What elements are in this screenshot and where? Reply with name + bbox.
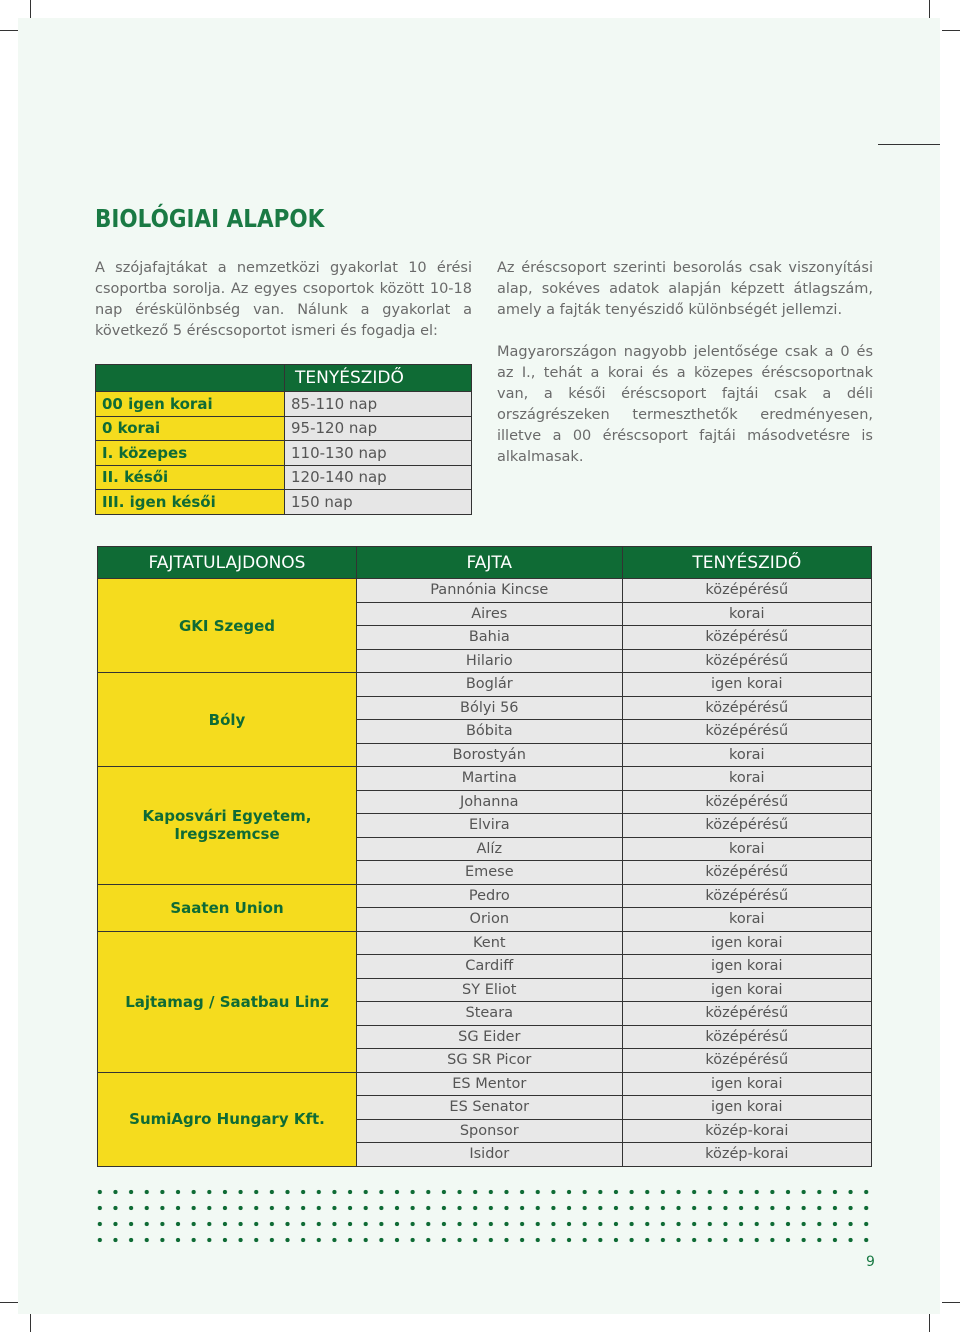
intro-right-text-1: Az éréscsoport szerinti besorolás csak viszonyítási alap, sokéves adatok alapján képzett átlagszám, amely a fajták tenyészidő különbségét jellemzi. [497,260,873,318]
intro-left-text: A szójafajtákat a nemzetközi gyakorlat 10 érési csoportba sorolja. Az egyes csoportok között 10-18 nap éréskülönbség van. Nálunk a gyakorlat a következő 5 éréscsoportot ismeri és fogadja el: [95,260,472,339]
variety-row [98,1072,872,1096]
variety-name: Bóbita [357,720,623,744]
variety-row [98,767,872,791]
header-owner: FAJTATULAJDONOS [98,547,357,579]
crop-mark [929,0,930,18]
crop-mark [929,1314,930,1332]
owner-cell: GKI Szeged [98,579,357,673]
variety-name: Bahia [357,626,623,650]
variety-name: Aires [357,602,623,626]
variety-name: Pedro [357,884,623,908]
growing-period: középérésű [622,790,871,814]
variety-table-header-row [98,547,872,579]
variety-name: SY Eliot [357,978,623,1002]
variety-name: Orion [357,908,623,932]
intro-right-text-2: Magyarországon nagyobb jelentősége csak a 0 és az I., tehát a korai és a közepes éréscsoportnak van, a késői éréscsoport fajtái csak a déli országrészeken termeszthetők eredményesen, illetve a 00 éréscsoport fajtái másodvetésre is alkalmasak. [497,344,873,465]
growing-days: 85-110 nap [285,392,472,417]
variety-name: Borostyán [357,743,623,767]
growing-period: korai [622,602,871,626]
header-variety: FAJTA [357,547,623,579]
growing-period: középérésű [622,696,871,720]
growing-period: középérésű [622,1025,871,1049]
variety-row [98,931,872,955]
header-period: TENYÉSZIDŐ [622,547,871,579]
group-table-header: TENYÉSZIDŐ [285,365,472,392]
crop-mark [0,30,18,31]
maturity-group: III. igen késői [96,490,285,515]
owner-cell: Lajtamag / Saatbau Linz [98,931,357,1072]
variety-name: Johanna [357,790,623,814]
growing-period: korai [622,837,871,861]
growing-period: igen korai [622,955,871,979]
growing-period: középérésű [622,884,871,908]
growing-period: igen korai [622,1072,871,1096]
variety-name: ES Mentor [357,1072,623,1096]
maturity-group: II. késői [96,465,285,490]
growing-days: 110-130 nap [285,441,472,466]
growing-period: középérésű [622,814,871,838]
owner-cell: SumiAgro Hungary Kft. [98,1072,357,1166]
owner-cell: Saaten Union [98,884,357,931]
variety-name: Cardiff [357,955,623,979]
group-table-header-blank [96,365,285,392]
variety-name: Martina [357,767,623,791]
variety-row [98,884,872,908]
header-rule [878,144,940,145]
variety-name: Bólyi 56 [357,696,623,720]
crop-mark [942,30,960,31]
variety-name: Sponsor [357,1119,623,1143]
variety-name: Alíz [357,837,623,861]
variety-name: Pannónia Kincse [357,579,623,603]
maturity-group: I. közepes [96,441,285,466]
variety-name: SG SR Picor [357,1049,623,1073]
variety-name: Emese [357,861,623,885]
variety-name: Elvira [357,814,623,838]
growing-period: igen korai [622,978,871,1002]
owner-cell: Kaposvári Egyetem, Iregszemcse [98,767,357,885]
growing-period: középérésű [622,649,871,673]
growing-period: korai [622,908,871,932]
dot-divider [92,1237,876,1243]
dot-divider [92,1189,876,1195]
variety-row [98,579,872,603]
group-table-row [96,465,472,490]
page-number: 9 [866,1254,875,1270]
maturity-group-table [95,364,472,515]
maturity-group: 0 korai [96,416,285,441]
intro-left-paragraph [95,258,472,342]
growing-days: 95-120 nap [285,416,472,441]
variety-row [98,673,872,697]
variety-name: ES Senator [357,1096,623,1120]
group-table-row [96,416,472,441]
crop-mark [942,1302,960,1303]
group-table-row [96,392,472,417]
variety-name: Hilario [357,649,623,673]
growing-period: középérésű [622,861,871,885]
growing-days: 150 nap [285,490,472,515]
crop-mark [0,1302,18,1303]
page-title: BIOLÓGIAI ALAPOK [95,204,325,233]
variety-name: Kent [357,931,623,955]
growing-period: közép-korai [622,1143,871,1167]
group-table-row [96,490,472,515]
dot-divider [92,1221,876,1227]
variety-table [97,546,872,1167]
growing-days: 120-140 nap [285,465,472,490]
group-table-header-row [96,365,472,392]
growing-period: igen korai [622,1096,871,1120]
growing-period: közép-korai [622,1119,871,1143]
variety-name: Boglár [357,673,623,697]
growing-period: igen korai [622,673,871,697]
growing-period: középérésű [622,1049,871,1073]
variety-name: Isidor [357,1143,623,1167]
variety-name: Steara [357,1002,623,1026]
growing-period: középérésű [622,626,871,650]
intro-right-column [497,258,873,468]
maturity-group: 00 igen korai [96,392,285,417]
growing-period: középérésű [622,579,871,603]
dot-divider [92,1205,876,1211]
growing-period: korai [622,767,871,791]
growing-period: igen korai [622,931,871,955]
growing-period: középérésű [622,1002,871,1026]
growing-period: korai [622,743,871,767]
variety-name: SG Eider [357,1025,623,1049]
group-table-row [96,441,472,466]
crop-mark [30,1314,31,1332]
owner-cell: Bóly [98,673,357,767]
growing-period: középérésű [622,720,871,744]
crop-mark [30,0,31,18]
